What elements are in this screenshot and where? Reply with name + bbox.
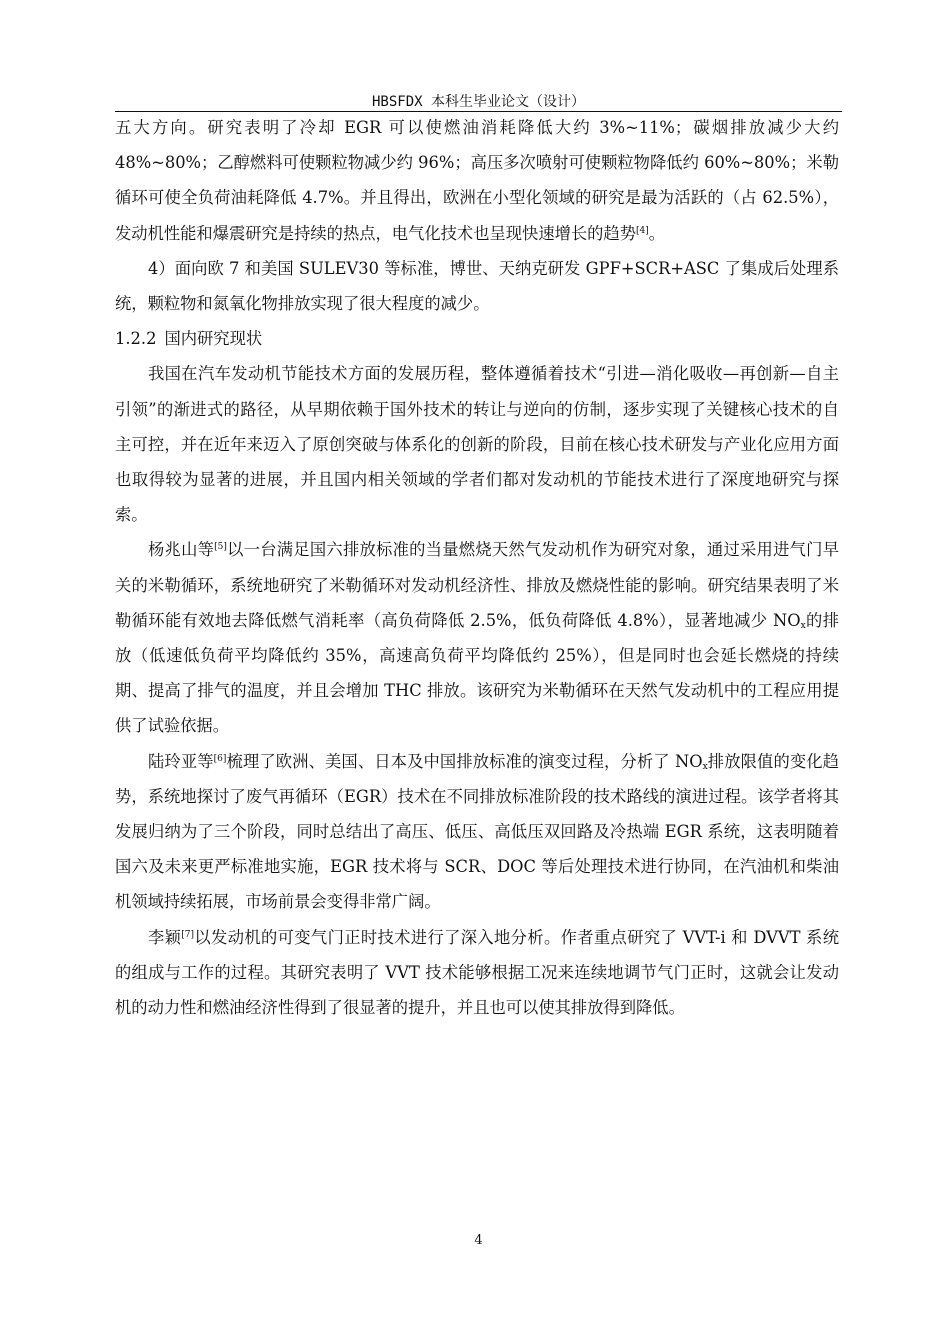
paragraph-tail: 。 (648, 223, 666, 243)
author-name: 杨兆山等 (148, 540, 215, 560)
section-title: 国内研究现状 (164, 329, 263, 349)
citation-ref: [7] (181, 929, 195, 940)
paragraph-bosch-tenneco: 4）面向欧 7 和美国 SULEV30 等标准，博世、天纳克研发 GPF+SCR+ASC 了集成后处理系统，颗粒物和氮氧化物排放实现了很大程度的减少。 (115, 258, 839, 314)
paragraph-lu-lingya (115, 744, 839, 920)
subscript-x: x (702, 761, 708, 772)
subscript-x: x (800, 620, 806, 631)
paragraph-text: 以发动机的可变气门正时技术进行了深入地分析。作者重点研究了 VVT-i 和 DVVT 系统的组成与工作的过程。其研究表明了 VVT 技术能够根据工况来连续地调节气门正时，这就会让发动机的动力性和燃油经济性得到了很显著的提升，并且也可以使其排放得到降低。 (115, 927, 839, 1018)
paragraph-text: 五大方向。研究表明了冷却 EGR 可以使燃油消耗降低大约 3%~11%；碳烟排放减少大约 48%~80%；乙醇燃料可使颗粒物减少约 96%；高压多次喷射可使颗粒物降低约 60%~80%；米勒循环可使全负荷油耗降低 4.7%。并且得出，欧洲在小型化领域的研究是最为活跃的（占 62.5%），发动机性能和爆震研究是持续的热点，电气化技术也呈现快速增长的趋势 (115, 118, 839, 243)
page-number: 4 (474, 1233, 483, 1248)
page-body (115, 110, 839, 1025)
paragraph-text: 排放限值的变化趋势，系统地探讨了废气再循环（EGR）技术在不同排放标准阶段的技术路线的演进过程。该学者将其发展归纳为了三个阶段，同时总结出了高压、低压、高低压双回路及冷热端 EGR 系统，这表明随着国六及未来更严标准地实施，EGR 技术将与 SCR、DOC 等后处理技术进行协同，在汽油机和柴油机领域持续拓展，市场前景会变得非常广阔。 (115, 751, 839, 912)
citation-ref: [4] (636, 225, 649, 236)
section-heading (115, 321, 839, 356)
citation-ref: [5] (214, 542, 227, 553)
author-name: 陆玲亚等 (148, 751, 214, 771)
paragraph-li-ying (115, 920, 839, 1026)
paragraph-text: 以一台满足国六排放标准的当量燃烧天然气发动机作为研究对象，通过采用进气门早关的米勒循环，系统地研究了米勒循环对发动机经济性、排放及燃烧性能的影响。研究结果表明了米勒循环能有效地去降低燃气消耗率（高负荷降低 2.5%，低负荷降低 4.8%），显著地减少 NO (115, 540, 839, 630)
paragraph-five-directions (115, 110, 839, 251)
page-header: HBSFDX 本科生毕业论文（设计） (371, 94, 585, 110)
author-name: 李颖 (148, 927, 182, 947)
section-number: 1.2.2 (115, 329, 157, 349)
paragraph-text: 的排放（低速低负荷平均降低约 35%，高速高负荷平均降低约 25%），但是同时也会延长燃烧的持续期、提高了排气的温度，并且会增加 THC 排放。该研究为米勒循环在天然气发动机中的工程应用提供了试验依据。 (115, 610, 839, 736)
paragraph-text: 梳理了欧洲、美国、日本及中国排放标准的演变过程，分析了 NO (226, 751, 703, 771)
citation-ref: [6] (213, 753, 227, 764)
paragraph-yang-zhaoshan (115, 532, 839, 743)
paragraph-domestic-history: 我国在汽车发动机节能技术方面的发展历程，整体遵循着技术“引进—消化吸收—再创新—自主引领”的渐进式的路径，从早期依赖于国外技术的转让与逆向的仿制，逐步实现了关键核心技术的自主可控，并在近年来迈入了原创突破与体系化的创新的阶段，目前在核心技术研发与产业化应用方面也取得较为显著的进展，并且国内相关领域的学者们都对发动机的节能技术进行了深度地研究与探索。 (115, 364, 839, 525)
